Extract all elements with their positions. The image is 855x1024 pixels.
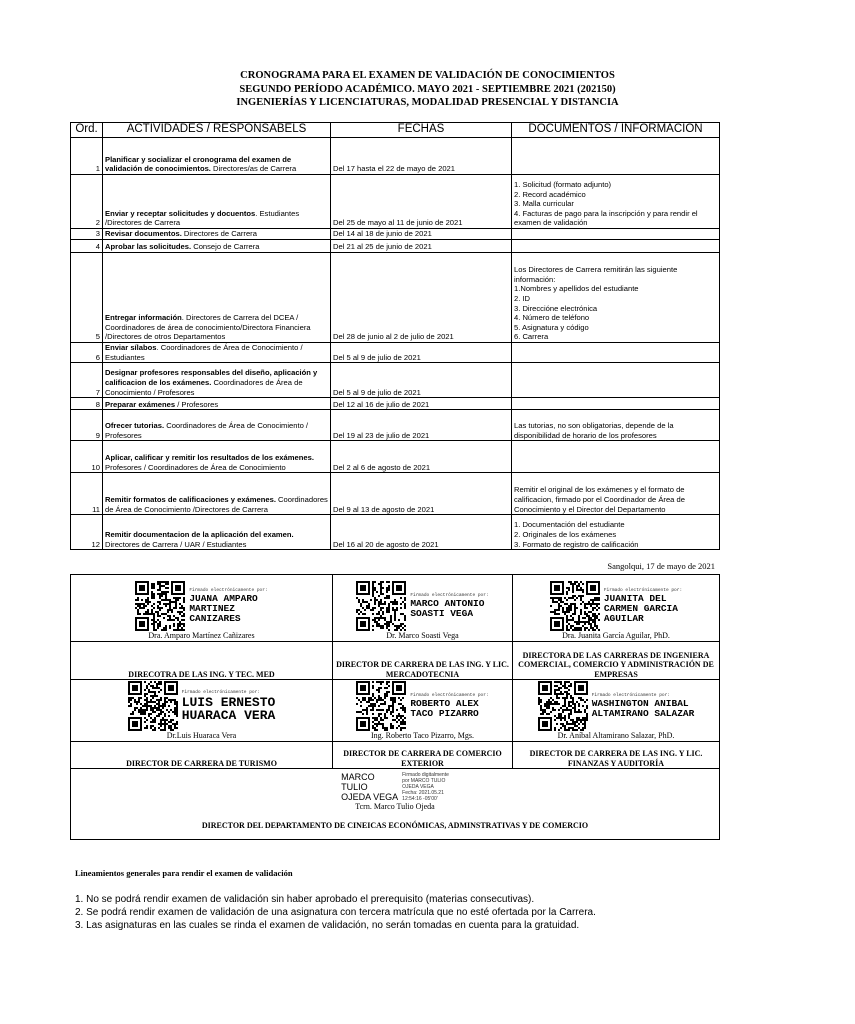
signer-name: Dra. Amparo Martínez Cañizares (148, 631, 255, 640)
guidelines-title: Lineamientos generales para rendir el examen de validación (75, 868, 293, 878)
table-row (71, 441, 720, 473)
activity-title: Ofrecer tutorias. (105, 421, 165, 430)
stamp-line: CARMEN GARCIA (603, 603, 678, 614)
document-line: 1.Nombres y apellidos del estudiante (514, 284, 639, 294)
signer-name: Tcrn. Marco Tulio Ojeda (355, 801, 435, 811)
activity-cell (103, 410, 331, 441)
activity-cell (103, 343, 331, 363)
handwritten-signature: MARCO TULIO OJEDA VEGA (341, 771, 399, 802)
activity-responsible: . Estudiantes /Directores de Carrera (105, 208, 300, 228)
table-row (71, 473, 720, 515)
signature-cell (71, 575, 333, 642)
activity-cell (103, 240, 331, 253)
digital-signature-stamp (513, 581, 719, 631)
stamp-line: LUIS ERNESTO (181, 695, 276, 710)
row-number: 1 (71, 138, 103, 175)
date-cell: Del 16 al 20 de agosto de 2021 (331, 515, 512, 550)
signature-caption: Firmado electrónicamente por: (181, 690, 261, 695)
digital-signature-stamp (333, 681, 512, 731)
stamp-line: ROBERTO ALEX (410, 698, 479, 709)
signature-stamp-name (410, 699, 488, 719)
date-cell: Del 12 al 16 de julio de 2021 (331, 398, 512, 410)
signer-role: DIRECTOR DE CARRERA DE COMERCIO EXTERIOR (333, 742, 513, 769)
qr-code-icon (128, 681, 178, 731)
date-cell: Del 14 al 18 de junio de 2021 (331, 229, 512, 240)
signature-caption: Firmado electrónicamente por: (410, 693, 489, 698)
row-number: 5 (71, 253, 103, 343)
activity-responsible: Coordinadores de Área de Conocimiento / Profesores (105, 378, 303, 397)
document-line: 3. Direccióne electrónica (514, 303, 598, 313)
row-number: 9 (71, 410, 103, 441)
document-line: 4. Facturas de pago para la inscripción y para rendir el examen de validación (514, 208, 698, 228)
signature-cell (333, 680, 513, 742)
date-cell: Del 9 al 13 de agosto de 2021 (331, 473, 512, 515)
document-line: Remitir el original de los exámenes y el formato de calificacion, firmado por el Coordinador de Área de Conocimiento y el Director del Departamento (514, 485, 685, 514)
column-header: Ord. (71, 123, 103, 138)
signature-cell (513, 575, 720, 642)
column-header: DOCUMENTOS / INFORMACIÓN (512, 123, 720, 138)
signature-cell (71, 769, 720, 812)
document-subtitle-2: INGENIERÍAS Y LICENCIATURAS, MODALIDAD PRESENCIAL Y DISTANCIA (236, 97, 619, 108)
table-row (71, 175, 720, 229)
document-subtitle: SEGUNDO PERÍODO ACADÉMICO. MAYO 2021 - SEPTIEMBRE 2021 (202150) (239, 84, 616, 95)
digital-signature-stamp (333, 581, 512, 631)
signer-role: DIRECTORA DE LAS CARRERAS DE INGENIERA COMERCIAL, COMERCIO Y ADMINISTRACIÓN DE EMPRESAS (513, 642, 720, 680)
signer-role: DIRECTOR DEL DEPARTAMENTO DE CINEICAS ECONÓMICAS, ADMINSTRATIVAS Y DE COMERCIO (71, 812, 720, 840)
row-number: 2 (71, 175, 103, 229)
stamp-line: SOASTI VEGA (410, 608, 474, 619)
date-cell: Del 17 hasta el 22 de mayo de 2021 (331, 138, 512, 175)
signature-cell (513, 680, 720, 742)
signer-name: Dra. Juanita García Aguilar, PhD. (562, 631, 670, 640)
activity-responsible: Profesores / Coordinadores de Área de Conocimiento (105, 462, 286, 472)
signer-name: Dr.Luis Huaraca Vera (166, 731, 237, 740)
signature-caption: Firmado electrónicamente por: (410, 593, 489, 598)
stamp-line: HUARACA VERA (181, 708, 276, 723)
document-line: 2. ID (514, 294, 531, 304)
activity-cell (103, 515, 331, 550)
schedule-table (70, 122, 720, 550)
signature-stamp-name (189, 594, 267, 624)
column-header: FECHAS (331, 123, 512, 138)
activity-title: Aplicar, calificar y remitir los resultados de los exámenes. (105, 453, 314, 462)
table-row (71, 410, 720, 441)
documents-cell (512, 441, 720, 473)
date-cell: Del 28 de junio al 2 de julio de 2021 (331, 253, 512, 343)
signature-cell (71, 680, 333, 742)
activity-cell (103, 441, 331, 473)
stamp-line: WASHINGTON ANIBAL (591, 698, 689, 709)
qr-code-icon (538, 681, 588, 731)
signer-name: Ing. Roberto Taco Pizarro, Mgs. (370, 731, 475, 740)
activity-responsible: Directores de Carrera / UAR / Estudiantes (105, 539, 247, 549)
activity-responsible: Consejo de Carrera (191, 242, 260, 252)
document-line: Los Directores de Carrera remitirán las siguiente información: (514, 265, 678, 284)
activity-cell (103, 398, 331, 410)
document-line: 2. Record académico (514, 189, 586, 199)
signature-stamp-name (182, 696, 276, 722)
documents-cell (512, 229, 720, 240)
place-date: Sangolqui, 17 de mayo de 2021 (607, 561, 715, 571)
digital-signature-stamp (71, 681, 332, 731)
stamp-line: MARTINEZ (189, 603, 235, 614)
documents-cell (512, 240, 720, 253)
row-number: 7 (71, 363, 103, 398)
row-number: 11 (71, 473, 103, 515)
table-header-row (71, 123, 720, 138)
guideline-item: 2. Se podrá rendir examen de validación de una asignatura con tercera matrícula que no esté ofertada por la Carrera. (75, 907, 596, 918)
stamp-line: ALTAMIRANO SALAZAR (591, 708, 695, 719)
activity-cell (103, 138, 331, 175)
digital-signature-text: Firmado digitalmente por MARCO TULIO OJEDA VEGA Fecha: 2021.05.21 12:54:16 -05'00' (402, 771, 449, 802)
document-line: 1. Documentación del estudiante (514, 520, 625, 530)
document-line: 3. Malla curricular (514, 199, 574, 209)
date-cell: Del 21 al 25 de junio de 2021 (331, 240, 512, 253)
activity-title: Enviar sílabos (105, 343, 157, 352)
activity-cell (103, 363, 331, 398)
table-row (71, 363, 720, 398)
signer-role: DIRECTOR DE CARRERA DE LAS ING. Y LIC. FINANZAS Y AUDITORÍA (513, 742, 720, 769)
table-row (71, 240, 720, 253)
column-header: ACTIVIDADES / RESPONSABELS (103, 123, 331, 138)
activity-responsible: Directores de Carrera (181, 229, 257, 239)
documents-cell (512, 253, 720, 343)
signer-role: DIRECOTRA DE LAS ING. Y TEC. MED (71, 642, 333, 680)
activity-title: Enviar y receptar solicitudes y docuentos (105, 208, 256, 218)
activity-responsible: Coordinadores de Área de Conocimiento / Profesores (105, 421, 309, 440)
date-cell: Del 19 al 23 de julio de 2021 (331, 410, 512, 441)
activity-responsible: Directores/as de Carrera (210, 164, 297, 174)
document-line: 2. Originales de los exámenes (514, 530, 617, 539)
document-line: 4. Número de teléfono (514, 313, 590, 323)
activity-responsible: Coordinadores de Área de Conocimiento /Directores de Carrera (105, 495, 328, 514)
signature-caption: Firmado electrónicamente por: (189, 588, 268, 593)
document-line: Las tutorias, no son obligatorias, depende de la disponibilidad de horario de los profesores (514, 421, 674, 440)
signature-stamp-name (410, 599, 488, 619)
activity-title: Revisar documentos. (105, 229, 182, 239)
activity-title: Remitir documentacion de la aplicación del examen. (105, 530, 294, 539)
activity-cell (103, 473, 331, 515)
document-line: 3. Formato de registro de calificación (514, 539, 639, 549)
stamp-line: AGUILAR (603, 613, 644, 624)
activity-responsible: / Profesores (175, 399, 219, 409)
activity-title: Preparar exámenes (105, 399, 176, 409)
table-row (71, 398, 720, 410)
documents-cell (512, 175, 720, 229)
signature-stamp-name (592, 699, 695, 719)
stamp-line: JUANA AMPARO (189, 593, 258, 604)
activity-responsible: . Coordinadores de Área de Conocimiento / Estudiantes (105, 343, 303, 362)
row-number: 3 (71, 229, 103, 240)
qr-code-icon (550, 581, 600, 631)
documents-cell (512, 363, 720, 398)
documents-cell (512, 398, 720, 410)
signer-role: DIRECTOR DE CARRERA DE LAS ING. Y LIC. MERCADOTECNIA (333, 642, 513, 680)
row-number: 6 (71, 343, 103, 363)
document-line: 5. Asignatura y código (514, 322, 589, 332)
signer-name: Dr. Marco Soasti Vega (386, 631, 459, 640)
activity-cell (103, 175, 331, 229)
row-number: 12 (71, 515, 103, 550)
activity-cell (103, 253, 331, 343)
stamp-line: CANIZARES (189, 613, 241, 624)
activity-title: Aprobar las solicitudes. (105, 242, 192, 252)
guideline-item: 3. Las asignaturas en las cuales se rinda el examen de validación, no serán tomadas en cuenta para la gratuidad. (75, 920, 580, 931)
documents-cell (512, 343, 720, 363)
stamp-line: TACO PIZARRO (410, 708, 479, 719)
signature-table (70, 574, 720, 840)
digital-signature-stamp (513, 681, 719, 731)
document-line: 6. Carrera (514, 332, 549, 342)
signer-name: Dr. Aníbal Altamirano Salazar, PhD. (557, 731, 675, 740)
activity-title: Entregar información (105, 313, 182, 323)
qr-code-icon (356, 581, 406, 631)
activity-responsible: . Directores de Carrera del DCEA / Coordinadores de área de conocimiento/Directora Financiera /Directores de otros Departamentos (105, 313, 311, 342)
signer-role: DIRECTOR DE CARRERA DE TURISMO (71, 742, 333, 769)
row-number: 10 (71, 441, 103, 473)
table-row (71, 229, 720, 240)
table-row (71, 343, 720, 363)
row-number: 8 (71, 398, 103, 410)
activity-title: Planificar y socializar el cronograma del examen de validación de conocimientos. (105, 154, 292, 174)
table-row (71, 253, 720, 343)
documents-cell (512, 410, 720, 441)
qr-code-icon (356, 681, 406, 731)
activity-cell (103, 229, 331, 240)
stamp-line: MARCO ANTONIO (410, 598, 485, 609)
table-row (71, 515, 720, 550)
date-cell: Del 5 al 9 de julio de 2021 (331, 343, 512, 363)
date-cell: Del 25 de mayo al 11 de junio de 2021 (331, 175, 512, 229)
date-cell: Del 2 al 6 de agosto de 2021 (331, 441, 512, 473)
document-title: CRONOGRAMA PARA EL EXAMEN DE VALIDACIÓN DE CONOCIMIENTOS (240, 70, 615, 81)
documents-cell (512, 515, 720, 550)
document-line: 1. Solicitud (formato adjunto) (514, 180, 612, 190)
row-number: 4 (71, 240, 103, 253)
signature-cell (333, 575, 513, 642)
signature-stamp-name (604, 594, 682, 624)
documents-cell (512, 473, 720, 515)
table-row (71, 138, 720, 175)
signature-caption: Firmado electrónicamente por: (591, 693, 671, 698)
activity-title: Designar profesores responsables del diseño, aplicación y calificacion de los exámenes. (105, 368, 318, 387)
stamp-line: JUANITA DEL (603, 593, 667, 604)
date-cell: Del 5 al 9 de julio de 2021 (331, 363, 512, 398)
qr-code-icon (135, 581, 185, 631)
signature-caption: Firmado electrónicamente por: (603, 588, 683, 593)
digital-signature-stamp (71, 581, 332, 631)
documents-cell (512, 138, 720, 175)
activity-title: Remitir formatos de calificaciones y exámenes. (105, 495, 276, 504)
guideline-item: 1. No se podrá rendir examen de validación sin haber aprobado el prerequisito (materias consecutivas). (75, 894, 535, 905)
